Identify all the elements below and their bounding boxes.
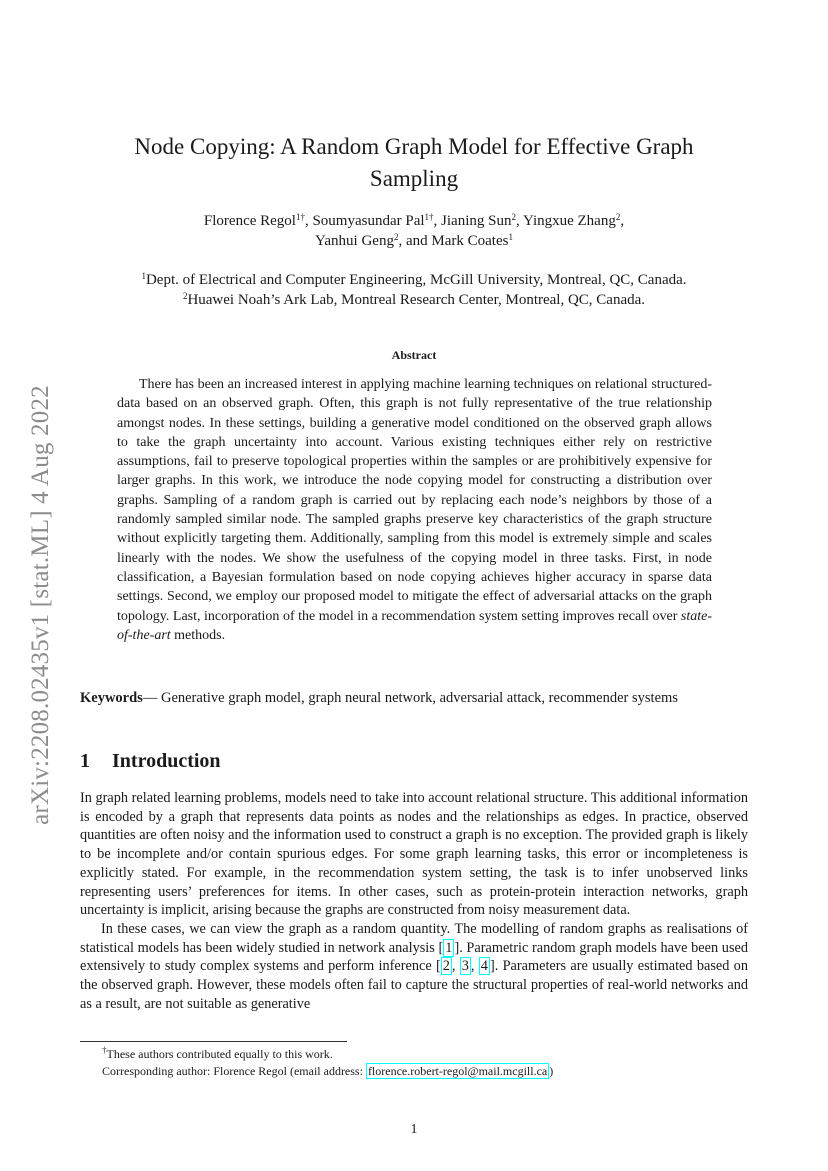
paragraph-text: , [451,958,460,975]
abstract-body [117,375,712,645]
author-mark: 2 [393,232,399,242]
section-heading [80,750,221,773]
author-mark: 2 [511,212,516,222]
author-separator: , [515,213,523,229]
author-separator: , [433,213,442,229]
citation-link[interactable]: 4 [480,958,488,975]
keywords-text: — Generative graph model, graph neural network, adversarial attack, recommender systems [142,690,678,706]
affiliation-mark: 2 [182,291,188,301]
author-separator: , [304,213,313,229]
paragraph-text: ]. Parametric random graph models have been used extensively to study complex systems and perform inference [ [80,939,749,975]
author-mark: 1† [424,212,434,222]
author-name: Yanhui Geng [315,233,394,249]
affiliation-line [60,290,768,310]
keywords [80,689,748,708]
affiliation-text: Huawei Noah’s Ark Lab, Montreal Research Center, Montreal, QC, Canada. [187,292,646,308]
keywords-label: Keywords [80,690,143,706]
author-name: Yingxue Zhang [522,213,616,229]
author-list [110,211,718,251]
footnote-line [102,1046,553,1063]
footnote-rule [80,1041,347,1042]
author-separator: , [620,213,625,229]
footnote-line [102,1063,553,1080]
affiliation-text: Dept. of Electrical and Computer Engineering, McGill University, Montreal, QC, Canada. [145,272,687,288]
abstract-text: There has been an increased interest in applying machine learning techniques on relational structured-data based on an observed graph. Often, this graph is not fully representative of the true relationship amongst nodes. In these settings, building a generative model conditioned on the observed graph allows to take the graph uncertainty into account. Various existing techniques either rely on restrictive assumptions, fail to preserve topological properties within the samples or are prohibitively expensive for larger graphs. In this work, we introduce the node copying model for constructing a distribution over graphs. Sampling of a random graph is carried out by replacing each node’s neighbors by those of a randomly sampled similar node. The sampled graphs preserve key characteristics of the graph structure without explicitly targeting them. Additionally, sampling from this model is extremely simple and scales linearly with the nodes. We show the usefulness of the copying model in three tasks. First, in node classification, a Bayesian formulation based on node copying achieves higher accuracy in sparse data settings. Second, we employ our proposed model to mitigate the effect of adversarial attacks on the graph topology. Last, incorporation of the model in a recommendation system setting improves recall over [117,377,712,624]
affiliations [60,270,768,310]
section-number: 1 [80,750,90,772]
abstract-text-end: methods. [170,627,226,643]
paper-title: Node Copying: A Random Graph Model for Effective Graph Sampling [134,134,694,191]
citation-link[interactable]: 1 [445,939,453,956]
section-title: Introduction [112,750,221,772]
page-number: 1 [410,1122,418,1137]
author-separator: , and [398,233,432,249]
affiliation-mark: 1 [141,271,146,281]
introduction-body [80,789,748,1013]
author-name: Jianing Sun [441,213,512,229]
author-name: Mark Coates [431,233,509,249]
author-name: Soumyasundar Pal [312,213,425,229]
citation-link[interactable]: 2 [442,958,450,975]
citation-link[interactable]: 3 [461,958,469,975]
paragraph [80,920,748,1014]
email-link[interactable]: florence.robert-regol@mail.mcgill.ca [367,1064,548,1078]
paragraph-text: ]. Parameters are usually estimated based on the observed graph. However, these models often fail to capture the structural properties of real-world networks and as a result, are not suitable as generative [80,958,748,1012]
footnote-mark: † [102,1045,107,1055]
footnotes [102,1046,553,1080]
author-name: Florence Regol [203,213,296,229]
affiliation-line [60,270,768,290]
paragraph-text: , [470,958,479,975]
author-mark: 1† [295,212,305,222]
footnote-text: ) [549,1064,554,1078]
abstract-italic-text: state-of-the-art [117,608,712,643]
abstract-heading: Abstract [391,348,437,362]
footnote-text: Corresponding author: Florence Regol (email address: [102,1064,366,1078]
author-mark: 2 [615,212,621,222]
footnote-text: These authors contributed equally to this work. [106,1047,333,1061]
paragraph: In graph related learning problems, models need to take into account relational structure. This additional information is encoded by a graph that represents data points as nodes and the relationships as edges. In practice, observed quantities are often noisy and the information used to construct a graph is no exception. The provided graph is likely to be incomplete and/or contain spurious edges. For some graph learning tasks, this error or incompleteness is explicitly stated. For example, in the recommendation system setting, the task is to infer unobserved links representing users’ preferences for items. In other cases, such as protein-protein interaction networks, graph uncertainty is implicit, arising because the graphs are constructed from noisy measurement data. [80,790,748,919]
author-mark: 1 [508,232,513,242]
paragraph-text: In these cases, we can view the graph as a random quantity. The modelling of random graphs as realisations of statistical models has been widely studied in network analysis [ [80,920,748,956]
arxiv-identifier-stamp: arXiv:2208.02435v1 [stat.ML] 4 Aug 2022 [27,385,54,825]
